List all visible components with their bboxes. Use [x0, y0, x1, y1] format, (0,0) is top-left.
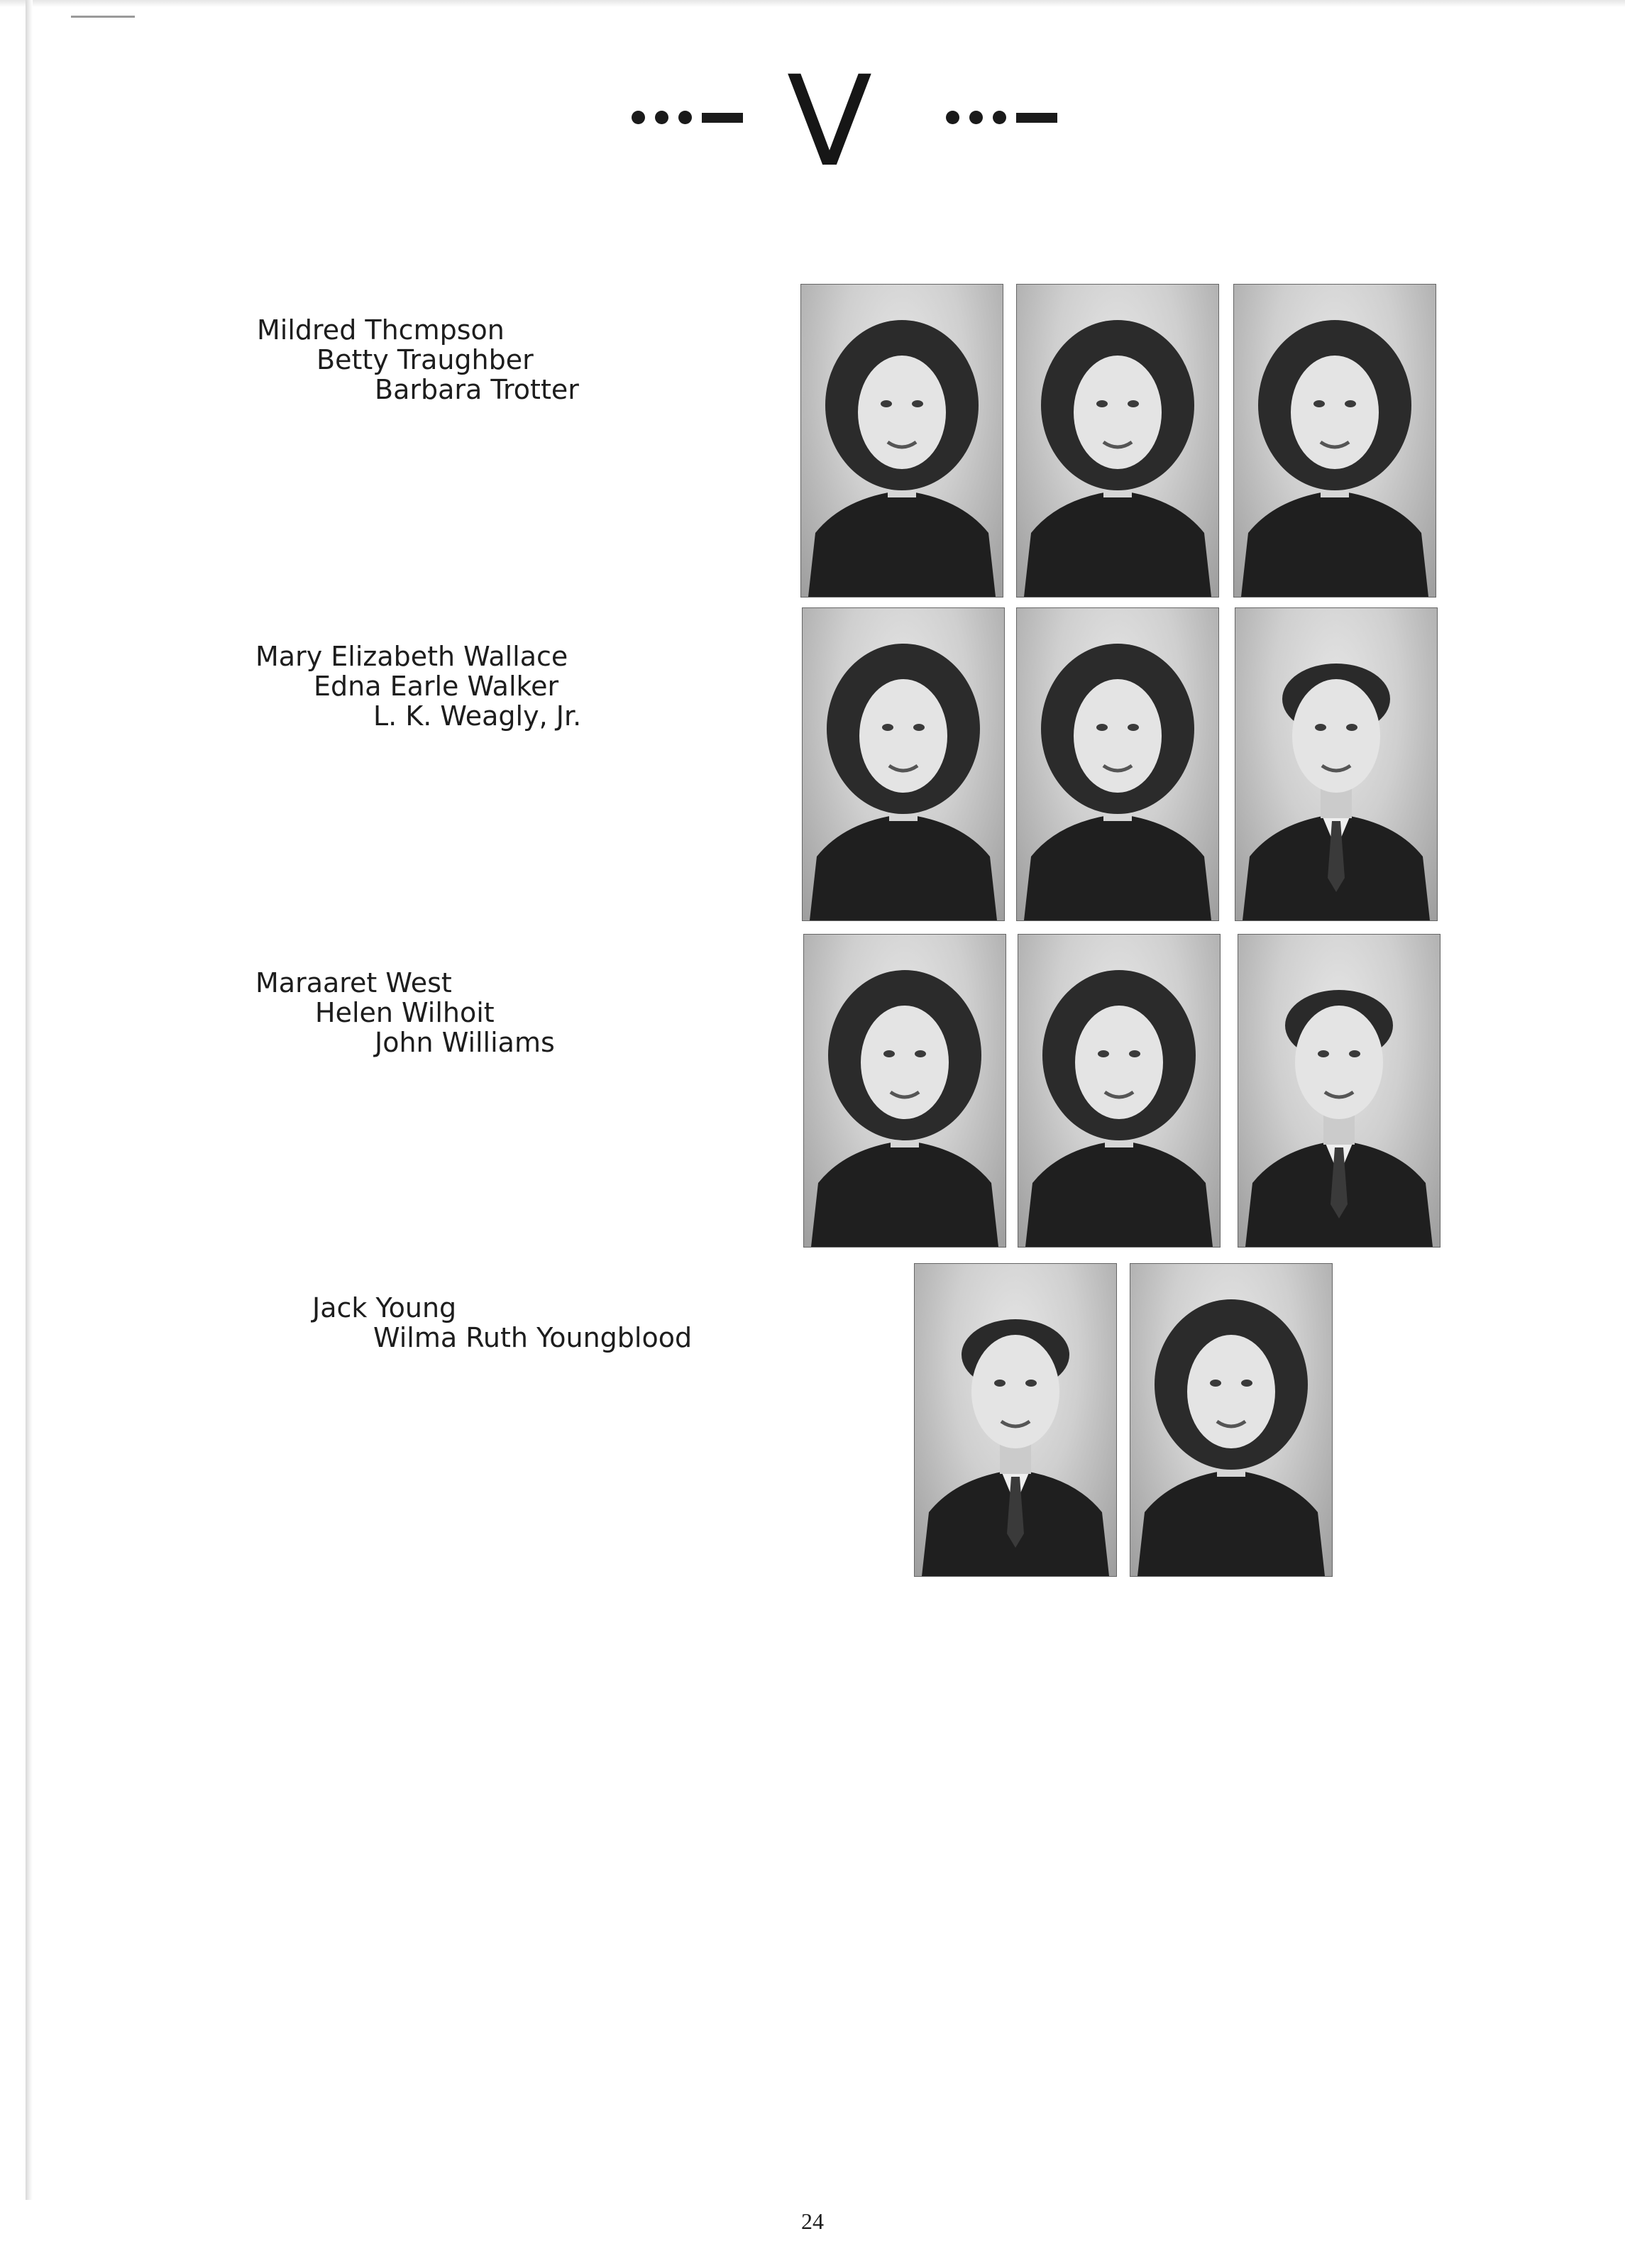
portrait-photo — [800, 284, 1003, 598]
student-name: Barbara Trotter — [375, 374, 579, 405]
portrait-woman-silhouette-icon — [804, 935, 1006, 1247]
portrait-photo — [803, 934, 1006, 1248]
portrait-photo — [1016, 607, 1219, 921]
portrait-photo — [1018, 934, 1221, 1248]
portrait-photo — [1016, 284, 1219, 598]
portrait-man-silhouette-icon — [1238, 935, 1440, 1247]
student-name: Betty Traughber — [316, 344, 534, 375]
student-name: Maraaret West — [255, 967, 452, 998]
portrait-man-silhouette-icon — [1235, 608, 1437, 920]
portrait-photo — [914, 1263, 1117, 1577]
scan-edge-left — [26, 0, 33, 2200]
ornament-right-icon — [946, 111, 1057, 124]
portrait-woman-silhouette-icon — [803, 608, 1004, 920]
portrait-woman-silhouette-icon — [1130, 1264, 1332, 1576]
student-name: Edna Earle Walker — [314, 671, 559, 702]
portrait-woman-silhouette-icon — [1234, 285, 1436, 597]
student-name: Mary Elizabeth Wallace — [255, 641, 568, 672]
portrait-woman-silhouette-icon — [801, 285, 1003, 597]
portrait-woman-silhouette-icon — [1018, 935, 1220, 1247]
portrait-photo — [1235, 607, 1438, 921]
section-letter: V — [786, 49, 874, 194]
portrait-man-silhouette-icon — [915, 1264, 1116, 1576]
student-name: John Williams — [375, 1027, 555, 1058]
portrait-photo — [1238, 934, 1441, 1248]
page-number: 24 — [801, 2208, 824, 2234]
student-name: Wilma Ruth Youngblood — [373, 1322, 693, 1353]
portrait-woman-silhouette-icon — [1017, 285, 1218, 597]
ornament-left-icon — [632, 111, 743, 124]
portrait-photo — [1233, 284, 1436, 598]
scan-edge-top — [0, 0, 1625, 7]
scan-mark — [71, 16, 135, 18]
student-name: L. K. Weagly, Jr. — [373, 700, 582, 732]
student-name: Helen Wilhoit — [315, 997, 495, 1028]
portrait-photo — [1130, 1263, 1333, 1577]
student-name: Mildred Thcmpson — [257, 314, 505, 346]
portrait-photo — [802, 607, 1005, 921]
section-header — [0, 49, 1625, 194]
student-name: Jack Young — [312, 1292, 457, 1323]
portrait-woman-silhouette-icon — [1017, 608, 1218, 920]
